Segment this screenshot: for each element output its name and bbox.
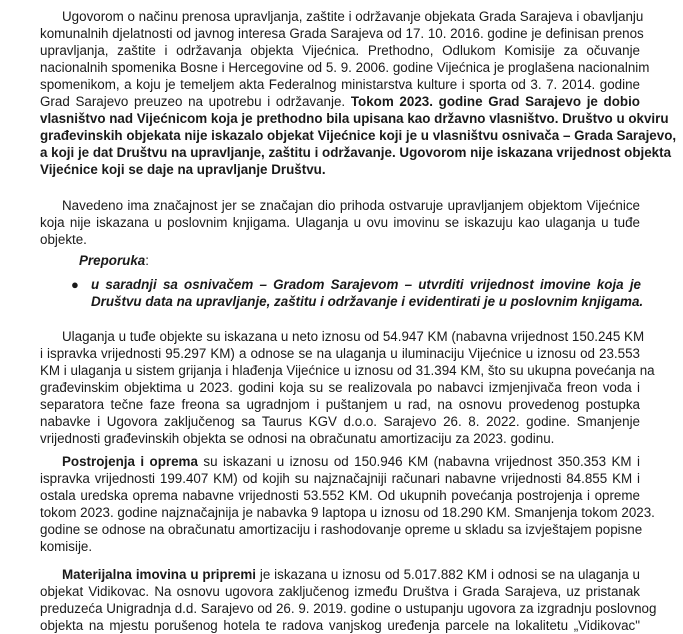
recommendation-colon: : xyxy=(145,253,149,268)
text-segment: je iskazana u iznosu od 5.017.882 KM i odnosi se na ulaganja u xyxy=(255,567,640,582)
text-line xyxy=(40,93,640,110)
text-line: Navedeno ima značajnost jer se značajan dio prihoda ostvaruje upravljanjem objektom Vijećnice xyxy=(62,198,640,213)
text-line: Ugovorom o načinu prenosa upravljanja, zaštite i održavanje objekata Grada Sarajeva i obavljanju xyxy=(62,9,644,24)
text-line: upravljanja, zaštite i održavanja objekta Vijećnica. Prethodno, Odlukom Komisije za očuvanje xyxy=(40,43,640,58)
bold-text-line: Vijećnice koji se daje na upravljanje Društvu. xyxy=(40,162,326,177)
bullet-text-line: u saradnji sa osnivačem – Gradom Sarajevom – utvrditi vrijednost imovine koja je xyxy=(91,277,641,292)
text-segment: Grad Sarajevo preuzeo na upotrebu i održavanje. xyxy=(40,94,346,109)
text-segment: su iskazani u iznosu od 150.946 KM (nabavna vrijednost 350.353 KM i xyxy=(197,454,640,469)
recommendation-label: Preporuka xyxy=(79,253,146,268)
recommendation-heading xyxy=(79,252,379,269)
text-line: objekte. xyxy=(40,232,87,247)
text-line xyxy=(40,453,640,470)
paragraph-significance xyxy=(40,197,640,248)
text-line: godine se odnose na obračunatu amortizaciju i rashodovanje opreme u skladu sa izvještajem popisne xyxy=(40,522,643,537)
text-line: ispravka vrijednosti 199.407 KM) od kojih su najznačajniji računari nabavne vrijednosti 84.855 KM i xyxy=(40,471,640,486)
bold-text-line: vlasništvo nad Vijećnicom koja je prethodno bila upisana kao državno vlasništvo. Društvo u okviru xyxy=(40,111,669,126)
paragraph-plant-equipment xyxy=(40,453,655,555)
term-assets-in-preparation: Materijalna imovina u pripremi xyxy=(62,567,256,582)
text-line xyxy=(40,566,640,583)
text-line: ostala uredska oprema nabavne vrijednosti 53.552 KM. Od ukupnih povećanja postrojenja i opreme xyxy=(40,488,640,503)
text-line: Ulaganja u tuđe objekte su iskazana u neto iznosu od 54.947 KM (nabavna vrijednost 150.245 KM xyxy=(62,329,645,344)
text-line: komunalnih djelatnosti od javnog interesa Grada Sarajeva od 17. 10. 2016. godine je definisan prenos xyxy=(40,26,644,41)
bullet-text-line: Društvu data na upravljanje, zaštitu i održavanje i evidentirati je u poslovnim knjigama. xyxy=(91,294,644,309)
recommendation-bullet xyxy=(71,276,644,310)
text-line: komisije. xyxy=(40,539,93,554)
text-line: preduzeća Unigradnja d.d. Sarajevo od 26. 9. 2019. godine o ustupanju ugovora za izgradnju poslovnog xyxy=(40,601,657,616)
text-line: vrijednosti građevinskih objekta se odnosi na obračunatu amortizaciju za 2023. godinu. xyxy=(40,431,555,446)
text-line: koja nije iskazana u poslovnim knjigama. Ulaganja u ovu imovinu se iskazuju kao ulaganja u tuđe xyxy=(40,215,640,230)
bold-text-segment: Tokom 2023. godine Grad Sarajevo je dobio xyxy=(350,94,640,109)
bold-text-line: a koji je dat Društvu na upravljanje, zaštitu i održavanje. Ugovorom nije iskazana vrijednost objekta xyxy=(40,145,672,160)
text-line: nacionalnih spomenika Bosne i Hercegovine od 5. 9. 2006. godine Vijećnica je proglašena nacionalnim xyxy=(40,60,650,75)
term-plant-equipment: Postrojenja i oprema xyxy=(62,454,198,469)
paragraph-management-contract xyxy=(40,8,677,178)
paragraph-investments xyxy=(40,328,655,447)
text-line: separatora tečne faze freona sa ugradnjom i puštanjem u rad, na osnovu provedenog postupka xyxy=(40,397,640,412)
paragraph-assets-in-preparation xyxy=(40,566,657,634)
text-line: nabavke i Ugovora zaključenog sa Taurus KGV d.o.o. Sarajevo 26. 8. 2022. godine. Smanjenje xyxy=(40,414,640,429)
text-line: i ispravka vrijednosti 95.297 KM) a odnose se na ulaganja u iluminaciju Vijećnice u iznosu od 23.553 xyxy=(40,346,640,361)
text-line: tokom 2023. godine najznačajnija je nabavka 9 laptopa u iznosu od 18.290 KM. Smanjenja tokom 2023. xyxy=(40,505,655,520)
text-line: građevinskim objektima u 2023. godini koja su se realizovala po nabavci izmjenjivača freon voda i xyxy=(40,380,640,395)
text-line: objekta na mjestu porušenog hotela te radova vanjskog uređenja parcele na lokalitetu „Vidikovac" xyxy=(40,618,640,633)
text-line: KM i ulaganja u sistem grijanja i hlađenja Vijećnice u iznosu od 31.394 KM, što su ukupna povećanja na xyxy=(40,363,655,378)
bullet-icon: ● xyxy=(71,277,79,292)
text-line: objekat Vidikovac. Na osnovu ugovora zaključenog između Društva i Grada Sarajeva, uz pristanak xyxy=(40,584,640,599)
text-line: spomenikom, a koju je temeljem akta Federalnog ministarstva kulture i sporta od 3. 7. 2014. godine xyxy=(40,77,640,92)
bold-text-line: građevinskih objekata nije iskazalo objekat Vijećnice koji je u vlasništvu osnivača – Grada Sarajevo, xyxy=(40,128,677,143)
